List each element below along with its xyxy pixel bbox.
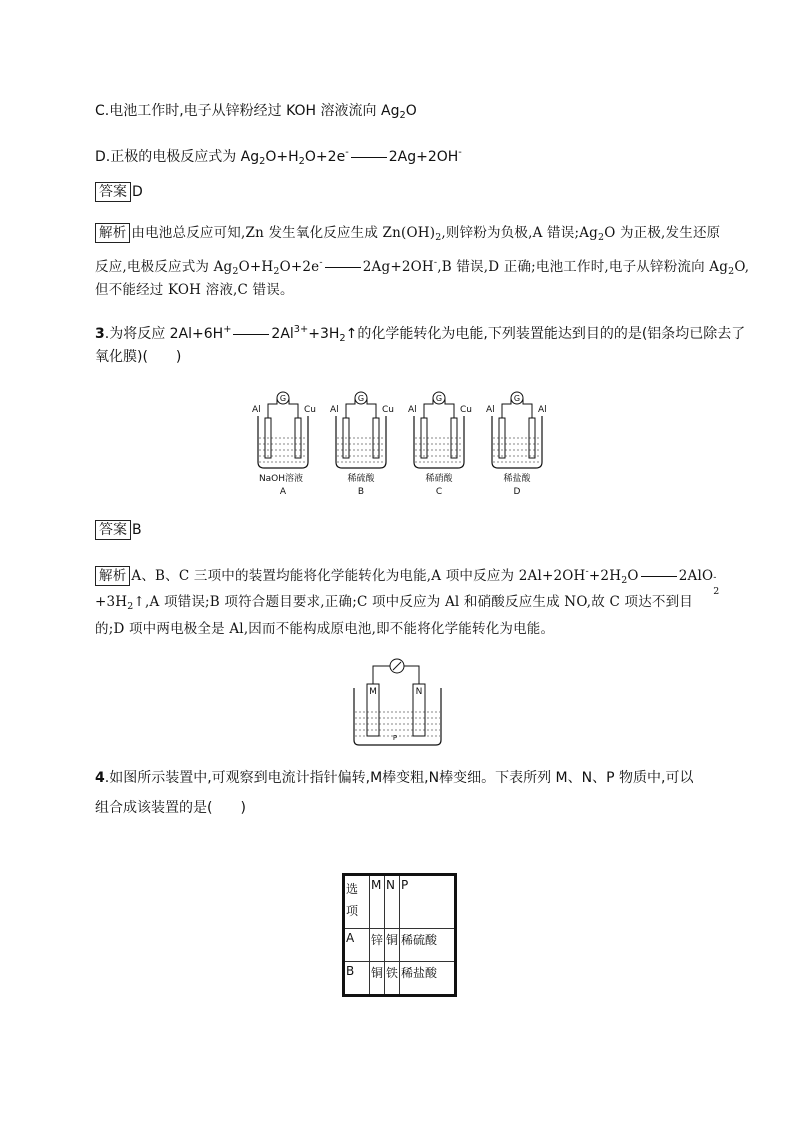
header-cell: 选项 (344, 875, 370, 929)
q3-stem-line-2: 氧化膜)( ) (95, 349, 182, 365)
meter-label: G (435, 394, 443, 403)
header-cell: P (400, 875, 456, 929)
right-electrode-label: Cu (382, 405, 394, 415)
meter-label: G (279, 394, 287, 403)
left-electrode-label: Al (486, 405, 495, 415)
q4-options-table (342, 873, 457, 997)
table-row: B 铜 铁 稀盐酸 (344, 962, 456, 996)
explanation-tag: 解析 (95, 566, 130, 586)
q3-explanation-line-2: $+3H_2↑,A$ 项错误;B 项符合题目要求,正确;C 项中反应为 Al 和硝酸反应生成 NO,故 C 项达不到目 (95, 594, 693, 612)
q4-apparatus-figure (350, 654, 446, 748)
solution-label: 稀硝酸 (425, 474, 453, 484)
solution-label: NaOH溶液 (258, 474, 304, 484)
option-letter: A (279, 487, 287, 497)
meter-label: G (357, 394, 365, 403)
q4-stem-line-2: 组合成该装置的是( ) (95, 800, 246, 816)
q3-explanation-line-1: 解析 A、B、C 三项中的装置均能将化学能转化为电能,A 项中反应为 $2Al+2OH^-+2H_2O$ 2AlO - 2 (95, 562, 720, 591)
answer-value: B (132, 522, 142, 538)
q3-answer (95, 520, 142, 540)
q3-stem-line-1: 3.为将反应 2Al+6H+ $2Al^{3+}+3H_2↑$的化学能转化为电能,下列装置能达到目的的是(铝条均已除去了 (95, 324, 746, 344)
q2-explanation-line-1: 解析 由电池总反应可知,Zn 发生氧化反应生成 $Zn(OH)_2$,则锌粉为负极,A 错误$;Ag_2O$ 为正极,发生还原 (95, 223, 720, 248)
answer-tag: 答案 (95, 182, 131, 202)
meter-label: G (513, 394, 521, 403)
table-header-row (344, 875, 456, 929)
right-electrode-label: Al (538, 405, 547, 415)
explanation-tag: 解析 (95, 223, 130, 243)
q2-option-d: D.正极的电极反应式为 $Ag_2O+H_2O+2e^-$ 2Ag+2OH- (95, 147, 462, 167)
solution-label: 稀硫酸 (347, 474, 375, 484)
device-b (330, 392, 394, 497)
device-a (252, 392, 316, 497)
header-cell: N (385, 875, 400, 929)
answer-tag: 答案 (95, 520, 131, 540)
left-electrode-label: Al (330, 405, 339, 415)
answer-value: D (132, 184, 143, 200)
header-cell: M (370, 875, 385, 929)
n-label: N (415, 687, 423, 697)
q2-option-c: C.电池工作时,电子从锌粉经过 KOH 溶液流向 $Ag_2O$ (95, 103, 417, 121)
option-letter: B (357, 487, 365, 497)
q2-answer (95, 182, 143, 202)
left-electrode-label: Al (408, 405, 417, 415)
device-c (408, 392, 472, 497)
right-electrode-label: Cu (460, 405, 472, 415)
option-letter: D (513, 487, 521, 497)
q3-apparatus-figure (248, 388, 548, 500)
equals-line (351, 157, 387, 158)
q2-explanation-line-3: 但不能经过 KOH 溶液,C 错误。 (95, 282, 294, 298)
q3-explanation-line-3: 的;D 项中两电极全是 Al,因而不能构成原电池,即不能将化学能转化为电能。 (95, 621, 555, 637)
m-label: M (369, 687, 377, 697)
solution-label: 稀盐酸 (503, 474, 531, 484)
device-d (486, 392, 547, 497)
q2-explanation-line-2: 反应,电极反应式为 $Ag_2O+H_2O+2e^-$ 2Ag+2OH-,B 错误,D 正确;电池工作时,电子从锌粉流向 $Ag_2O$, (95, 257, 750, 277)
option-letter: C (435, 487, 443, 497)
left-electrode-label: Al (252, 405, 261, 415)
right-electrode-label: Cu (304, 405, 316, 415)
table-row: A 锌 铜 稀硫酸 (344, 929, 456, 962)
p-label: P (392, 734, 398, 742)
q4-stem-line-1: 4.如图所示装置中,可观察到电流计指针偏转,M棒变粗,N棒变细。下表所列 M、N、P 物质中,可以 (95, 770, 694, 786)
